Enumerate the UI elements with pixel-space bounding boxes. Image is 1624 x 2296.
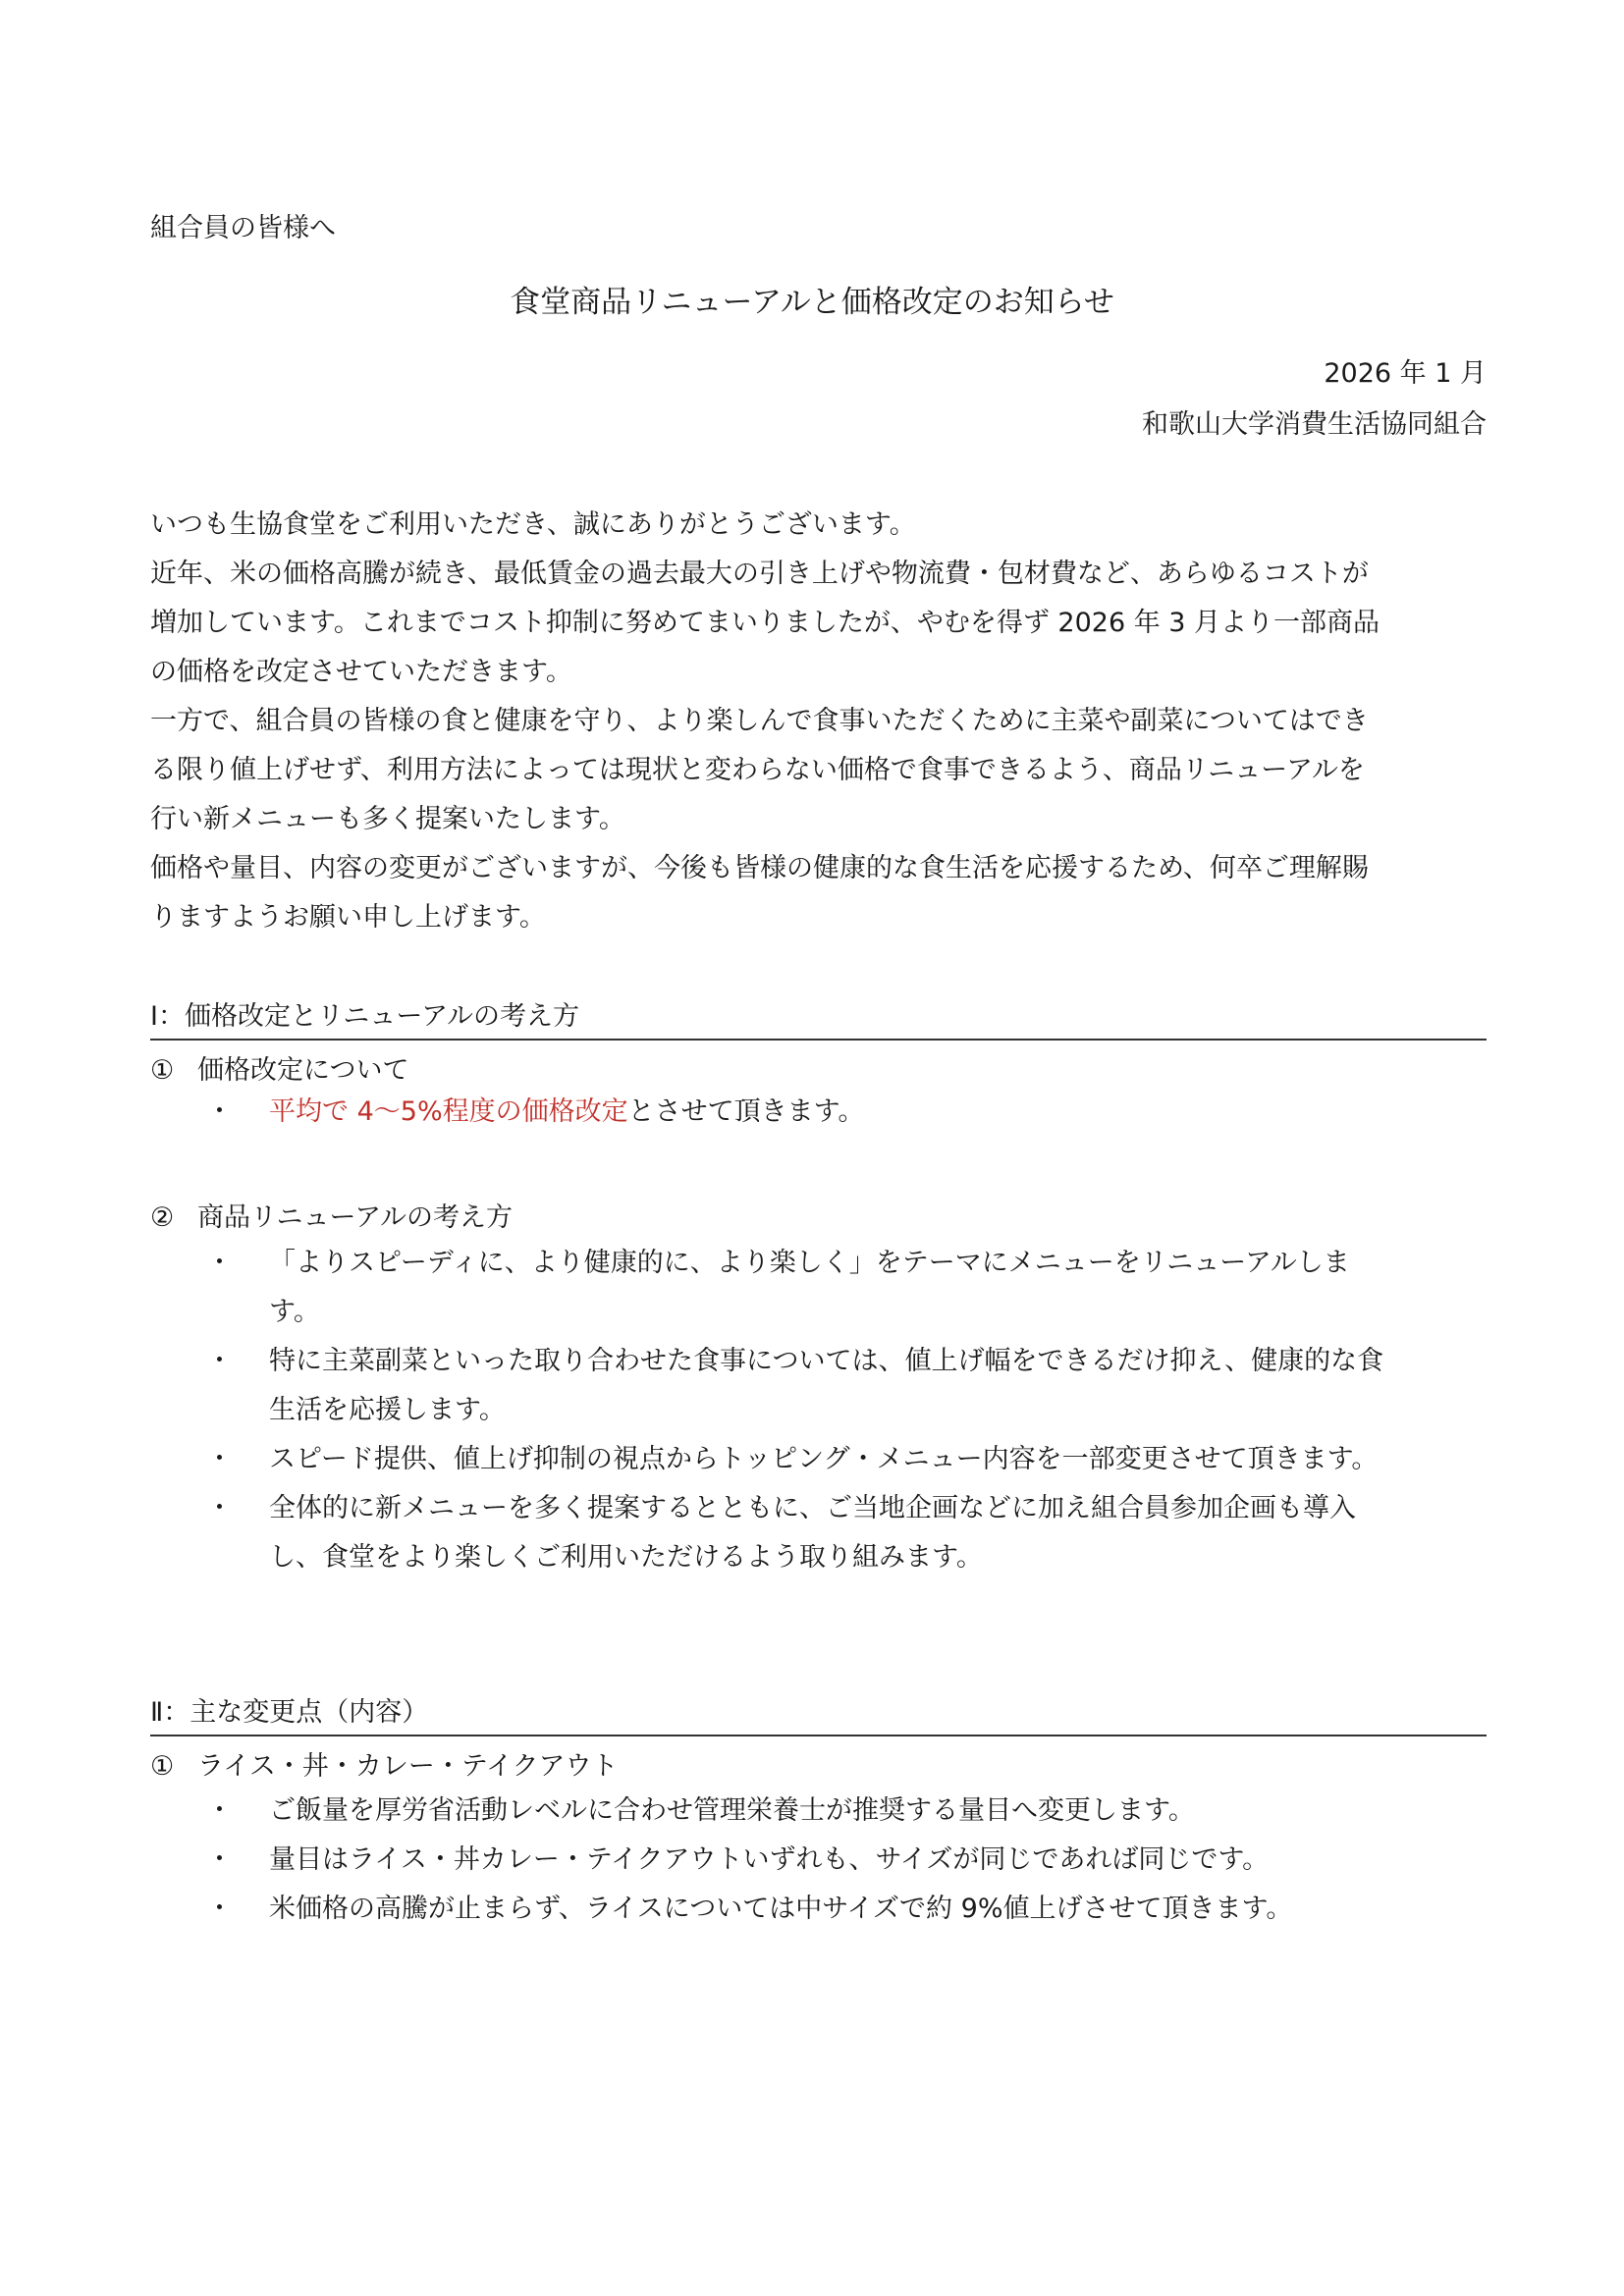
- bullet-mark: ・: [206, 1248, 233, 1278]
- bullet-mark: ・: [206, 1493, 233, 1523]
- section-2-divider: [150, 1735, 1487, 1736]
- bullet-text: ご飯量を厚労省活動レベルに合わせ管理栄養士が推奨する量目へ変更します。: [269, 1795, 1195, 1826]
- intro-line: 近年、米の価格高騰が続き、最低賃金の過去最大の引き上げや物流費・包材費など、あらゆるコストが: [150, 559, 1369, 589]
- list-item: [206, 1885, 1492, 1934]
- list-item: [206, 1836, 1492, 1885]
- section-1-divider: [150, 1039, 1487, 1041]
- bullet-text: とさせて頂きます。: [627, 1096, 865, 1127]
- bullet-text-continued: 生活を応援します。: [269, 1395, 506, 1425]
- section-1-item-1-heading: [150, 1048, 408, 1087]
- item-title: 商品リニューアルの考え方: [197, 1202, 514, 1233]
- section-1-heading: Ⅰ：価格改定とリニューアルの考え方: [150, 1001, 579, 1032]
- list-item: [206, 1088, 1492, 1137]
- intro-line: 価格や量目、内容の変更がございますが、今後も皆様の健康的な食生活を応援するため、何卒ご理解賜: [150, 853, 1369, 883]
- bullet-mark: ・: [206, 1844, 233, 1875]
- intro-line: いつも生協食堂をご利用いただき、誠にありがとうございます。: [150, 509, 916, 540]
- section-1-item-2-bullets: [206, 1239, 1492, 1582]
- item-title: ライス・丼・カレー・テイクアウト: [197, 1751, 619, 1782]
- bullet-mark: ・: [206, 1096, 233, 1127]
- intro-line: る限り値上げせず、利用方法によっては現状と変わらない価格で食事できるよう、商品リニューアルを: [150, 755, 1365, 785]
- issuer-organization: 和歌山大学消費生活協同組合: [1142, 409, 1487, 440]
- item-number: ①: [150, 1751, 175, 1782]
- bullet-text: 米価格の高騰が止まらず、ライスについては中サイズで約 9%値上げさせて頂きます。: [269, 1894, 1293, 1924]
- section-2-item-1-heading: [150, 1744, 619, 1783]
- intro-line: りますようお願い申し上げます。: [150, 902, 546, 933]
- bullet-text: 全体的に新メニューを多く提案するとともに、ご当地企画などに加え組合員参加企画も導入: [269, 1493, 1356, 1523]
- list-item: [206, 1239, 1492, 1337]
- list-item: [206, 1787, 1492, 1836]
- section-1-item-1-bullets: [206, 1088, 1492, 1137]
- section-1-item-2-heading: [150, 1196, 513, 1234]
- list-item: [206, 1337, 1492, 1435]
- salutation: 組合員の皆様へ: [150, 213, 336, 243]
- intro-line: 一方で、組合員の皆様の食と健康を守り、より楽しんで食事いただくために主菜や副菜についてはでき: [150, 706, 1369, 736]
- bullet-text: 量目はライス・丼カレー・テイクアウトいずれも、サイズが同じであれば同じです。: [269, 1844, 1270, 1875]
- bullet-text-continued: す。: [269, 1297, 320, 1327]
- item-number: ①: [150, 1055, 175, 1086]
- intro-line: 行い新メニューも多く提案いたします。: [150, 804, 625, 834]
- bullet-text: スピード提供、値上げ抑制の視点からトッピング・メニュー内容を一部変更させて頂きます。: [269, 1444, 1379, 1474]
- issue-date: 2026 年 1 月: [1324, 358, 1487, 389]
- list-item: [206, 1484, 1492, 1582]
- bullet-mark: ・: [206, 1894, 233, 1924]
- document-title: 食堂商品リニューアルと価格改定のお知らせ: [510, 285, 1114, 320]
- bullet-text: 特に主菜副菜といった取り合わせた食事については、値上げ幅をできるだけ抑え、健康的な食: [269, 1346, 1384, 1376]
- bullet-mark: ・: [206, 1795, 233, 1826]
- item-title: 価格改定について: [197, 1055, 409, 1086]
- bullet-text: 「よりスピーディに、より健康的に、より楽しく」をテーマにメニューをリニューアルしま: [269, 1248, 1350, 1278]
- bullet-mark: ・: [206, 1346, 233, 1376]
- section-2-item-1-bullets: [206, 1787, 1492, 1934]
- section-2-heading: Ⅱ：主な変更点（内容）: [150, 1697, 429, 1728]
- highlighted-text: 平均で 4～5%程度の価格改定: [269, 1096, 628, 1127]
- intro-line: 増加しています。これまでコスト抑制に努めてまいりましたが、やむを得ず 2026 年 3 月より一部商品: [150, 608, 1380, 638]
- intro-paragraph: [150, 501, 1495, 942]
- bullet-mark: ・: [206, 1444, 233, 1474]
- list-item: [206, 1435, 1492, 1484]
- intro-line: の価格を改定させていただきます。: [150, 657, 572, 687]
- item-number: ②: [150, 1202, 175, 1233]
- bullet-text-continued: し、食堂をより楽しくご利用いただけるよう取り組みます。: [269, 1542, 983, 1573]
